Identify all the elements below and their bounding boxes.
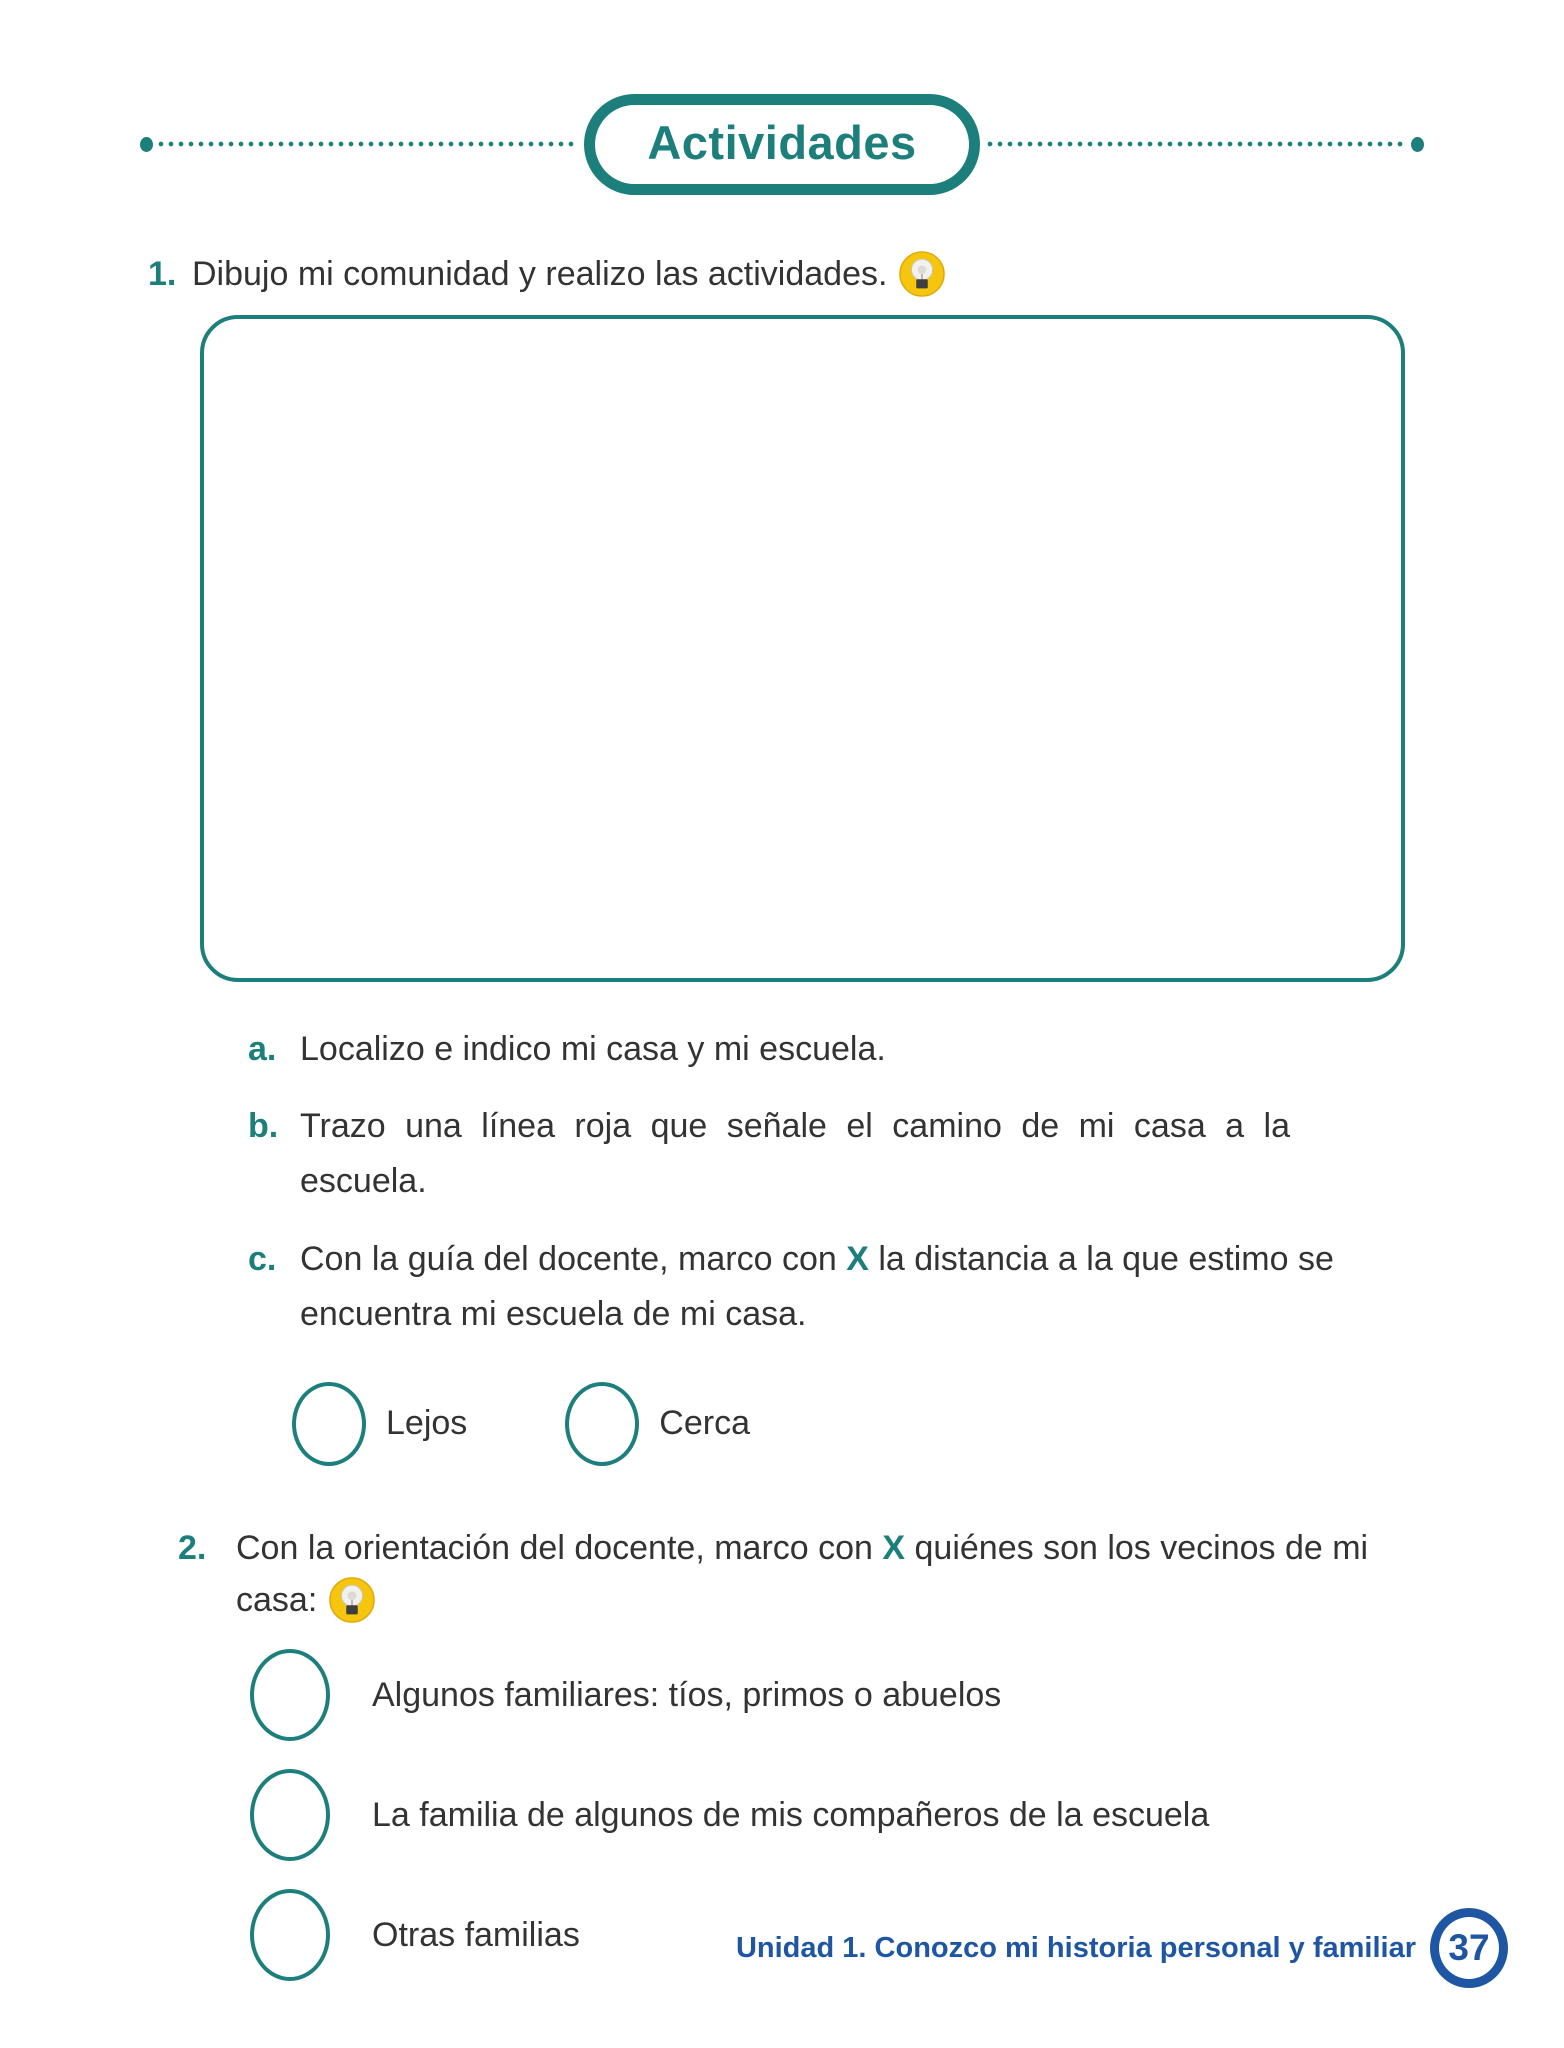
subitem-c-text [300,1232,1470,1342]
page-title: Actividades [647,115,917,169]
activity2-heading [178,1522,1564,1627]
option-familiares-circle[interactable] [250,1649,330,1741]
choice-lejos-label: Lejos [386,1404,468,1443]
unit-title: Unidad 1. Conozco mi historia personal y familiar [735,1931,1416,1964]
subitem-c-letter: c. [248,1239,277,1278]
activity2-text-before: Con la orientación del docente, marco con [236,1528,883,1567]
activity1-instruction [192,250,945,299]
activity2-text-after: quiénes son los vecinos de mi casa: [236,1528,1369,1620]
choice-cerca-label: Cerca [659,1404,750,1443]
subitem-c-x-marker: X [846,1239,869,1278]
subitem-b-letter: b. [248,1107,279,1146]
option-otras-familias-label: Otras familias [372,1915,580,1954]
page-number: 37 [1448,1927,1490,1968]
separator-dotted-line-left [157,141,578,147]
separator-dotted-line-right [986,141,1407,147]
choice-cerca-circle[interactable] [565,1382,639,1466]
option-companeros-label: La familia de algunos de mis compañeros de la escuela [372,1795,1210,1834]
subitem-c-text-before: Con la guía del docente, marco con [300,1239,847,1278]
separator-dot-left [140,137,153,152]
subitem-a-letter: a. [248,1030,277,1069]
option-familiares [250,1649,1564,1741]
distance-choices [292,1382,1564,1466]
activity2-number: 2. [178,1528,207,1567]
activity2-instruction [236,1522,1446,1627]
activity1-instruction-text: Dibujo mi comunidad y realizo las actividades. [192,255,888,293]
activity1-number: 1. [148,255,177,293]
option-companeros [250,1769,1564,1861]
choice-cerca [565,1382,750,1466]
choice-lejos-circle[interactable] [292,1382,366,1466]
option-otras-familias-circle[interactable] [250,1889,330,1981]
activity2-x-marker: X [882,1528,906,1567]
option-companeros-circle[interactable] [250,1769,330,1861]
drawing-area[interactable] [200,315,1405,982]
subitem-a-text: Localizo e indico mi casa y mi escuela. [300,1030,886,1069]
option-familiares-label: Algunos familiares: tíos, primos o abuelos [372,1675,1002,1714]
subitem-a [248,1022,1564,1077]
lightbulb-icon [899,251,945,297]
activity1-heading [148,250,1564,299]
lightbulb-icon [329,1577,375,1623]
choice-lejos [292,1382,467,1466]
subitem-c [248,1232,1564,1342]
page-footer [736,1908,1508,1988]
subitem-b [248,1099,1564,1209]
page-number-badge [1430,1908,1508,1988]
subitem-c-text-after: la distancia a la que estimo se encuentra mi escuela de mi casa. [300,1239,1334,1333]
section-title-pill [584,94,979,195]
separator-dot-right [1411,137,1424,152]
subitem-b-text: Trazo una línea roja que señale el camino de mi casa a la escuela. [300,1107,1290,1201]
title-separator [140,96,1424,192]
